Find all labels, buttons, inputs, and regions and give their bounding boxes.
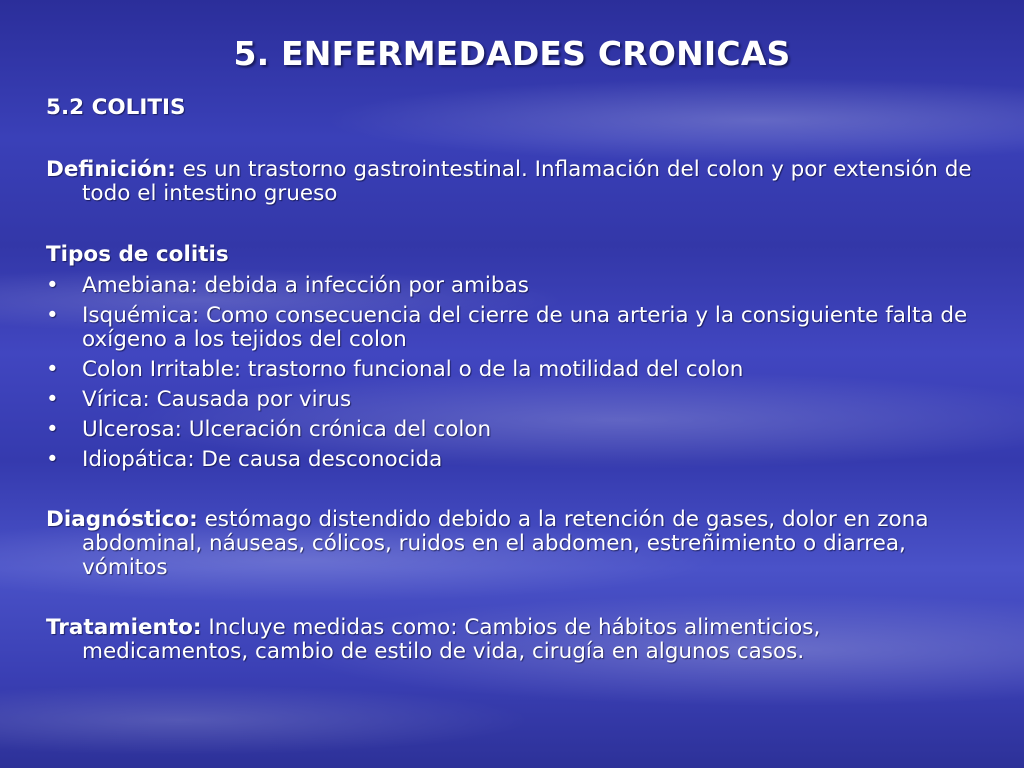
list-item — [46, 418, 986, 442]
types-list — [46, 274, 986, 472]
diagnosis-label: Diagnóstico: — [46, 507, 198, 532]
diagnosis-paragraph — [46, 508, 986, 580]
list-item — [46, 388, 986, 412]
list-item — [46, 274, 986, 298]
list-item-text: Isquémica: Como consecuencia del cierre de una arteria y la consiguiente falta de oxígeno a los tejidos del colon — [82, 303, 968, 352]
definition-text: es un trastorno gastrointestinal. Inflamación del colon y por extensión de todo el intestino grueso — [82, 157, 972, 206]
list-item-text: Ulcerosa: Ulceración crónica del colon — [82, 417, 492, 442]
bullet-icon: • — [46, 387, 59, 412]
bullet-icon: • — [46, 303, 59, 328]
slide-title: 5. ENFERMEDADES CRONICAS — [233, 34, 791, 73]
types-heading: Tipos de colitis — [46, 242, 229, 267]
bullet-icon: • — [46, 417, 59, 442]
bullet-icon: • — [46, 273, 59, 298]
list-item — [46, 448, 986, 472]
list-item — [46, 358, 986, 382]
definition-label: Definición: — [46, 157, 176, 182]
diagnosis-text: estómago distendido debido a la retención de gases, dolor en zona abdominal, náuseas, cólicos, ruidos en el abdomen, estreñimiento o diarrea, vómitos — [82, 507, 929, 580]
treatment-label: Tratamiento: — [46, 615, 202, 640]
list-item-text: Amebiana: debida a infección por amibas — [82, 273, 529, 298]
treatment-text: Incluye medidas como: Cambios de hábitos alimenticios, medicamentos, cambio de estilo de vida, cirugía en algunos casos. — [82, 615, 821, 664]
treatment-paragraph — [46, 616, 986, 664]
list-item-text: Vírica: Causada por virus — [82, 387, 352, 412]
slide-content — [46, 96, 986, 664]
bullet-icon: • — [46, 447, 59, 472]
definition-paragraph — [46, 158, 986, 206]
list-item-text: Colon Irritable: trastorno funcional o de la motilidad del colon — [82, 357, 744, 382]
list-item — [46, 304, 986, 352]
section-subtitle: 5.2 COLITIS — [46, 95, 186, 120]
list-item-text: Idiopática: De causa desconocida — [82, 447, 443, 472]
bullet-icon: • — [46, 357, 59, 382]
